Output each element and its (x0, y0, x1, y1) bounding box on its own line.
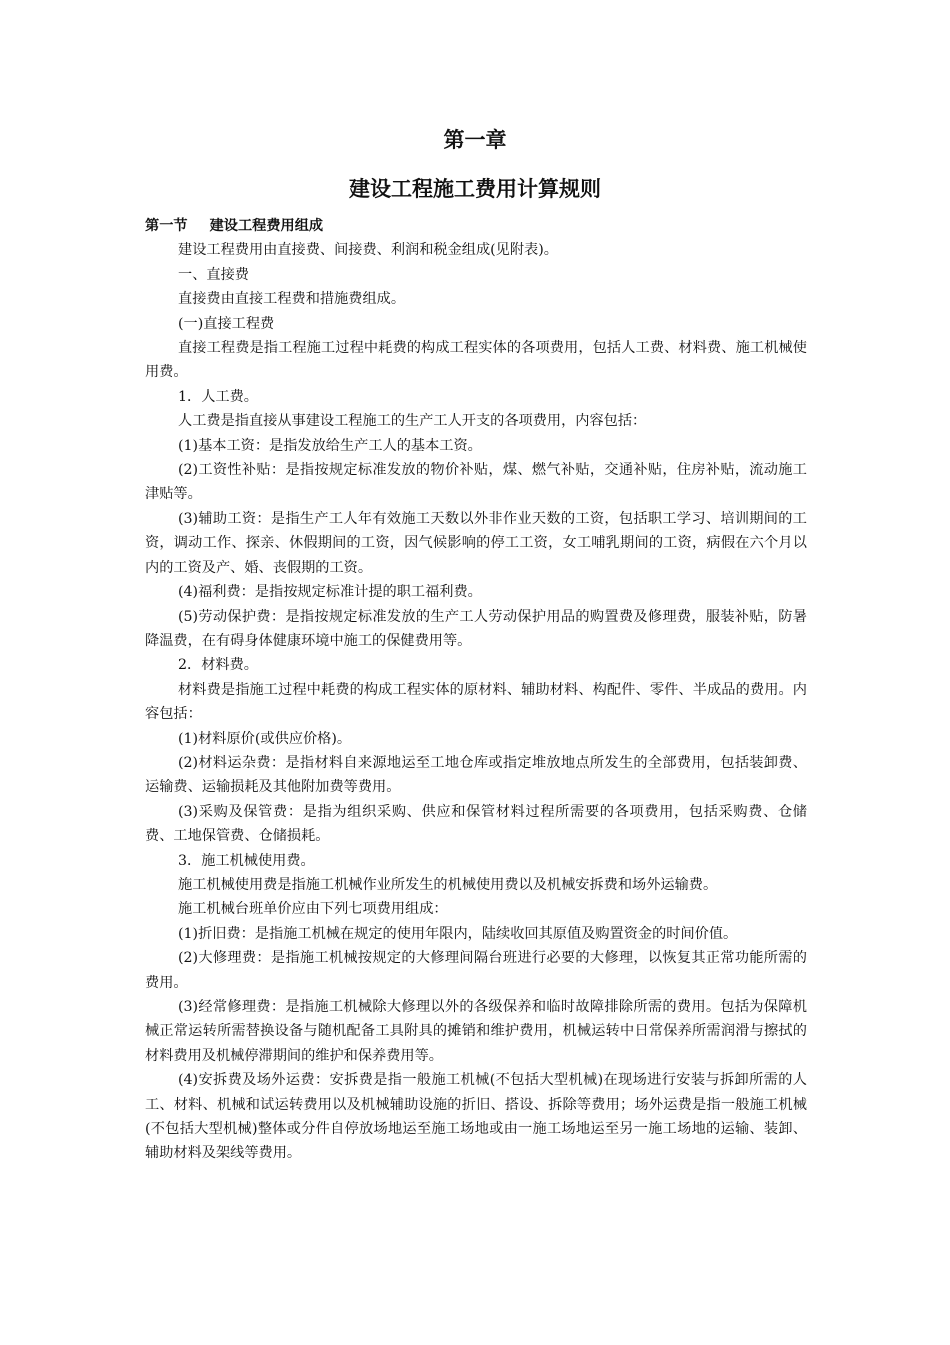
item-material-cost: 2．材料费。 (178, 657, 258, 674)
list-item: (2)工资性补贴：是指按规定标准发放的物价补贴，煤、燃气补贴，交通补贴，住房补贴，流动施工津贴等。 (145, 462, 807, 503)
chapter-title: 第一章 (443, 127, 507, 152)
list-item: (4)安拆费及场外运费：安拆费是指一般施工机械(不包括大型机械)在现场进行安装与拆卸所需的人工、材料、机械和试运转费用以及机械辅助设施的折旧、搭设、拆除等费用；场外运费是指一般施工机械(不包括大型机械)整体或分件自停放场地运至施工场地或由一施工场地运至另一施工场地的运输、装卸、辅助材料及架线等费用。 (145, 1072, 807, 1162)
paragraph: 直接工程费是指工程施工过程中耗费的构成工程实体的各项费用，包括人工费、材料费、施工机械使用费。 (145, 340, 807, 381)
list-item: (3)辅助工资：是指生产工人年有效施工天数以外非作业天数的工资，包括职工学习、培训期间的工资，调动工作、探亲、休假期间的工资，因气候影响的停工工资，女工哺乳期间的工资，病假在六个月以内的工资及产、婚、丧假期的工资。 (145, 510, 807, 576)
paragraph: 施工机械使用费是指施工机械作业所发生的机械使用费以及机械安拆费和场外运输费。 (178, 876, 718, 893)
paragraph: 直接费由直接工程费和措施费组成。 (178, 291, 406, 308)
item-labor-cost: 1．人工费。 (178, 388, 258, 405)
paragraph: 建设工程费用由直接费、间接费、利润和税金组成(见附表)。 (178, 242, 558, 259)
list-item: (4)福利费：是指按规定标准计提的职工福利费。 (178, 584, 482, 601)
subheading-direct-engineering-cost: (一)直接工程费 (178, 315, 275, 332)
list-item: (5)劳动保护费：是指按规定标准发放的生产工人劳动保护用品的购置费及修理费，服装补贴，防暑降温费，在有碍身体健康环境中施工的保健费用等。 (145, 608, 807, 649)
section-number: 第一节 (145, 218, 188, 234)
subheading-direct-cost: 一、直接费 (178, 266, 249, 283)
list-item: (1)材料原价(或供应价格)。 (178, 730, 352, 747)
paragraph: 材料费是指施工过程中耗费的构成工程实体的原材料、辅助材料、构配件、零件、半成品的费用。内容包括： (145, 681, 807, 723)
paragraph: 人工费是指直接从事建设工程施工的生产工人开支的各项费用，内容包括： (178, 413, 647, 430)
list-item: (3)经常修理费：是指施工机械除大修理以外的各级保养和临时故障排除所需的费用。包括为保障机械正常运转所需替换设备与随机配备工具附具的摊销和维护费用，机械运转中日常保养所需润滑与擦拭的材料费用及机械停滞期间的维护和保养费用等。 (145, 999, 807, 1064)
item-machinery-cost: 3．施工机械使用费。 (178, 852, 315, 869)
section-heading (145, 214, 807, 238)
list-item: (2)材料运杂费：是指材料自来源地运至工地仓库或指定堆放地点所发生的全部费用，包括装卸费、运输费、运输损耗及其他附加费等费用。 (145, 754, 807, 796)
document-title: 建设工程施工费用计算规则 (349, 176, 601, 201)
list-item: (3)采购及保管费：是指为组织采购、供应和保管材料过程所需要的各项费用，包括采购费、仓储费、工地保管费、仓储损耗。 (145, 803, 807, 845)
section-name: 建设工程费用组成 (209, 218, 324, 234)
list-item: (1)基本工资：是指发放给生产工人的基本工资。 (178, 437, 482, 454)
document-body (145, 214, 807, 1166)
list-item: (2)大修理费：是指施工机械按规定的大修理间隔台班进行必要的大修理，以恢复其正常功能所需的费用。 (145, 950, 807, 991)
list-item: (1)折旧费：是指施工机械在规定的使用年限内，陆续收回其原值及购置资金的时间价值。 (178, 925, 738, 942)
paragraph: 施工机械台班单价应由下列七项费用组成： (178, 901, 448, 918)
